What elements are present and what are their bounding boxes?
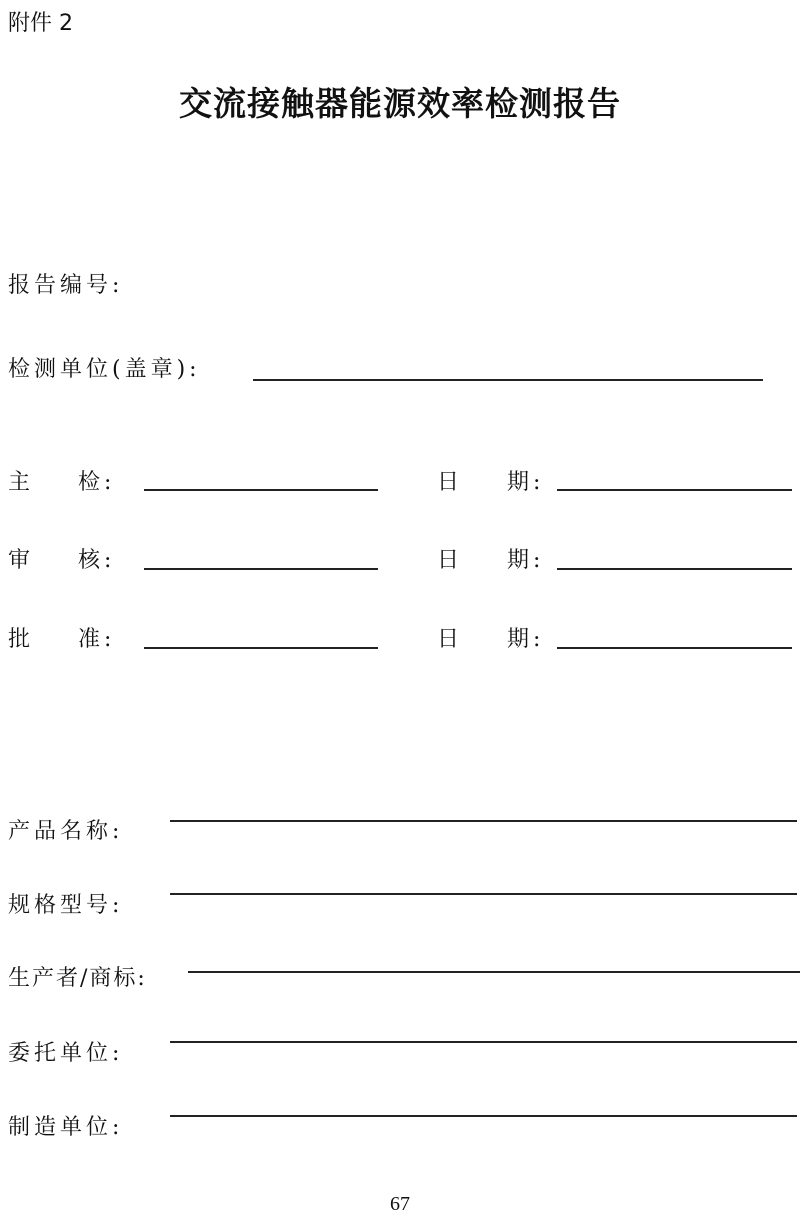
reviewer-date-field[interactable] — [557, 568, 792, 570]
annex-label: 附件 2 — [8, 11, 73, 36]
inspector-label: 主 检: — [8, 470, 116, 495]
report-number-label: 报告编号: — [8, 273, 124, 298]
reviewer-field[interactable] — [144, 568, 378, 570]
inspector-date-field[interactable] — [557, 489, 792, 491]
page-title: 交流接触器能源效率检测报告 — [179, 84, 621, 123]
approver-label: 批 准: — [8, 627, 116, 652]
producer-trademark-field[interactable] — [188, 971, 800, 973]
product-name-field[interactable] — [170, 820, 797, 822]
testing-unit-field[interactable] — [253, 379, 763, 381]
inspector-date-label: 日 期: — [437, 470, 545, 495]
manufacturer-label: 制造单位: — [8, 1115, 124, 1140]
reviewer-label: 审 核: — [8, 548, 116, 573]
producer-trademark-label: 生产者/商标: — [8, 966, 147, 991]
approver-date-field[interactable] — [557, 647, 792, 649]
model-label: 规格型号: — [8, 893, 124, 918]
reviewer-date-label: 日 期: — [437, 548, 545, 573]
client-unit-field[interactable] — [170, 1041, 797, 1043]
approver-date-label: 日 期: — [437, 627, 545, 652]
page-number: 67 — [390, 1193, 410, 1215]
model-field[interactable] — [170, 893, 797, 895]
product-name-label: 产品名称: — [8, 819, 124, 844]
inspector-field[interactable] — [144, 489, 378, 491]
approver-field[interactable] — [144, 647, 378, 649]
manufacturer-field[interactable] — [170, 1115, 797, 1117]
client-unit-label: 委托单位: — [8, 1041, 124, 1066]
testing-unit-label: 检测单位(盖章): — [8, 357, 201, 382]
